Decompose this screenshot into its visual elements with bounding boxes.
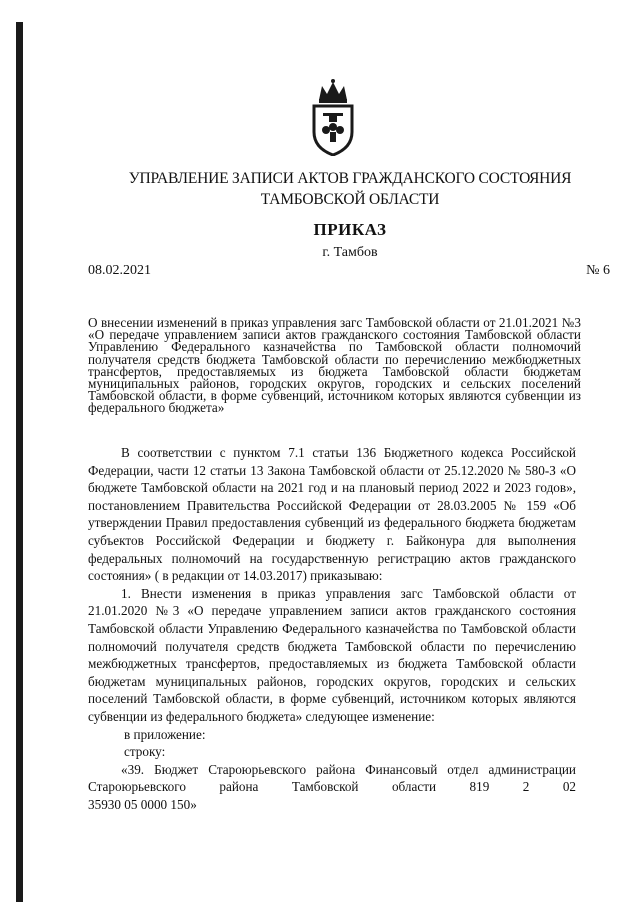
- order-subject: О внесении изменений в приказ управления загс Тамбовской области от 21.01.2021 №3 «О передаче управлением записи актов гражданского состояния Тамбовской области Управлению Федерального казначейства по Тамбовской области полномочий получателя средств бюджета Тамбовской области по перечислению межбюджетных трансфертов, предоставляемых из бюджета Тамбовской области бюджетам муниципальных районов, городских округов, городских и сельских поселений Тамбовской области, в форме субвенций, источником которых являются субвенции из федерального бюджета»: [88, 315, 581, 416]
- document-date: 08.02.2021: [88, 263, 151, 278]
- document-city: г. Тамбов: [322, 245, 378, 260]
- preamble-paragraph: В соответствии с пунктом 7.1 статьи 136 Бюджетного кодекса Российской Федерации, части 12 статьи 13 Закона Тамбовской области от 25.12.2020 № 580-З «О бюджете Тамбовской области на 2021 год и на плановый период 2022 и 2023 годов», постановлением Правительства Российской Федерации от 28.03.2005 № 159 «Об утверждении Правил предоставления субвенций из федерального бюджета бюджетам субъектов Российской Федерации и бюджету г. Байконура для выполнения федеральных полномочий на государственную регистрацию актов гражданского состояния» ( в редакции от 14.03.2017) приказываю:: [88, 445, 576, 584]
- appendix-row-text: [88, 761, 576, 796]
- organization-name-line1: УПРАВЛЕНИЕ ЗАПИСИ АКТОВ ГРАЖДАНСКОГО СОСТОЯНИЯ: [128, 170, 572, 187]
- document-type: ПРИКАЗ: [313, 220, 387, 239]
- row-label-line: строку:: [124, 744, 166, 760]
- organization-name-line2: ТАМБОВСКОЙ ОБЛАСТИ: [260, 191, 440, 208]
- crown-icon: [319, 79, 347, 103]
- item-1-paragraph: 1. Внести изменения в приказ управления загс Тамбовской области от 21.01.2020 №3 «О передаче управлением записи актов гражданского состояния Тамбовской области Управлению Федерального казначейства по Тамбовской области полномочий получателя средств бюджета Тамбовской области по перечислению межбюджетных трансфертов, предоставляемых из бюджета Тамбовской области бюджетам муниципальных районов, городских округов, городских и сельских поселений Тамбовской области, в форме субвенций, источником которых являются субвенции из федерального бюджета» следующее изменение:: [88, 585, 576, 724]
- appendix-row-code-line: [88, 796, 576, 814]
- appendix-row-description: «39. Бюджет Староюрьевского района Финансовый отдел администрации Староюрьевского района Тамбовской области: [88, 761, 576, 795]
- appendix-row-code-part2: 35930 05 0000 150»: [88, 796, 197, 812]
- order-body: [88, 444, 576, 813]
- document-number: № 6: [586, 263, 610, 278]
- in-appendix-line: в приложение:: [124, 726, 206, 742]
- scan-edge-bar: [16, 22, 23, 902]
- appendix-row-code-part1: 819 2 02: [469, 779, 576, 795]
- coat-of-arms-icon: [309, 78, 357, 156]
